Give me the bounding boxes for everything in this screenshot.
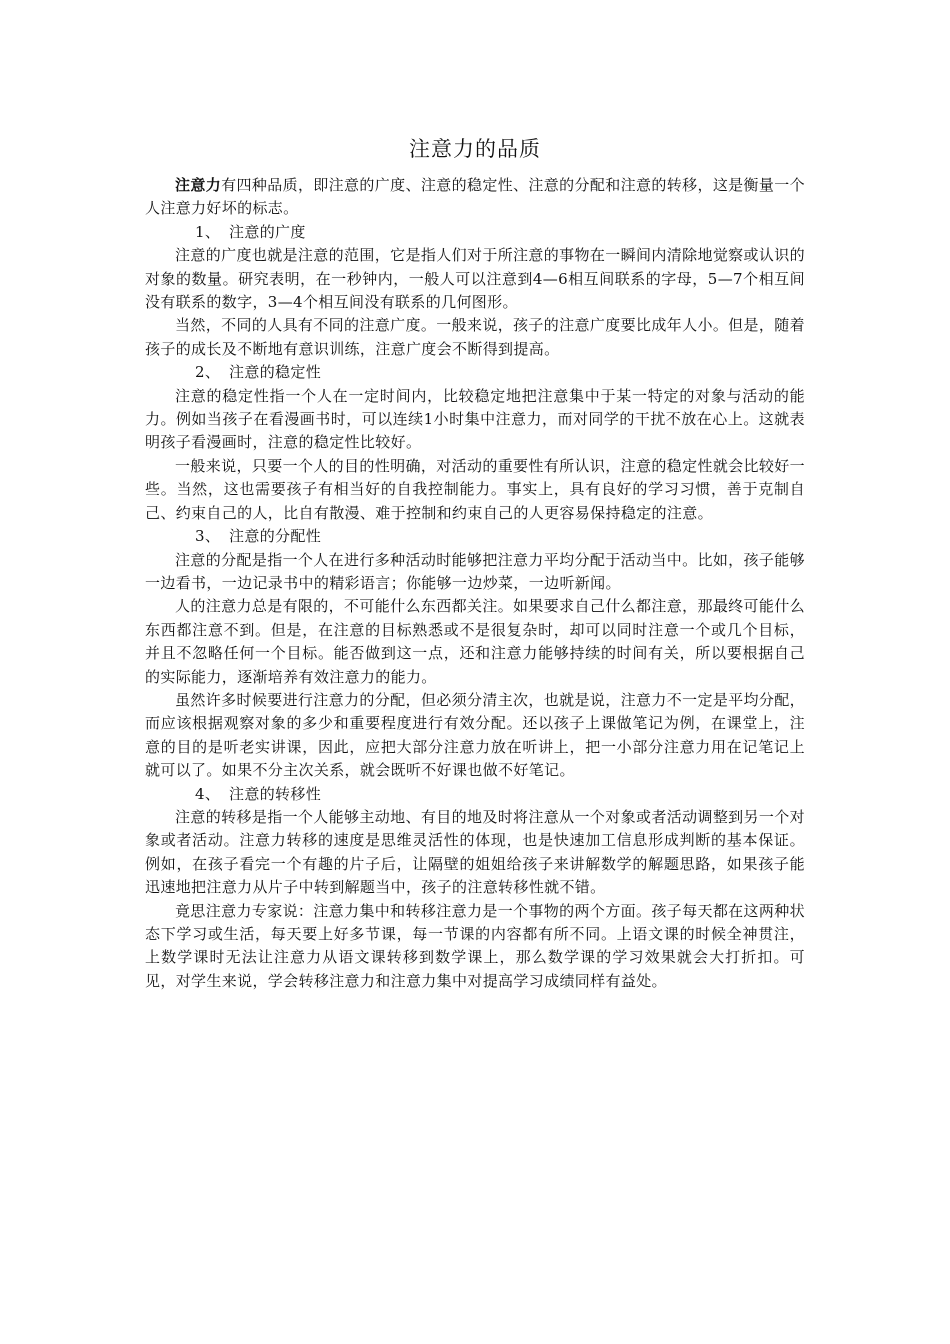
body-paragraph: 竟思注意力专家说：注意力集中和转移注意力是一个事物的两个方面。孩子每天都在这两种状态下学习或生活，每天要上好多节课，每一节课的内容都有所不同。上语文课的时候全神贯注，上数学课时无法让注意力从语文课转移到数学课上，那么数学课的学习效果就会大打折扣。可见，对学生来说，学会转移注意力和注意力集中对提高学习成绩同样有益处。: [145, 901, 805, 990]
intro-paragraph: [145, 174, 805, 221]
body-paragraph: 注意的稳定性指一个人在一定时间内，比较稳定地把注意集中于某一特定的对象与活动的能力。例如当孩子在看漫画书时，可以连续1小时集中注意力，而对同学的干扰不放在心上。这就表明孩子看漫画时，注意的稳定性比较好。: [145, 386, 805, 452]
body-paragraph: 人的注意力总是有限的，不可能什么东西都关注。如果要求自己什么都注意，那最终可能什么东西都注意不到。但是，在注意的目标熟悉或不是很复杂时，却可以同时注意一个或几个目标，并且不忽略任何一个目标。能否做到这一点，还和注意力能够持续的时间有关，所以要根据自己的实际能力，逐渐培养有效注意力的能力。: [145, 597, 805, 686]
section-heading-text: 注意的广度: [229, 222, 306, 241]
section-number: 1、: [195, 222, 221, 241]
section-heading-text: 注意的分配性: [229, 527, 322, 546]
section-heading-text: 注意的稳定性: [229, 363, 322, 382]
section-heading: [145, 525, 805, 548]
section-heading: [145, 783, 805, 806]
section-heading-text: 注意的转移性: [229, 784, 322, 803]
document-page: [145, 134, 805, 993]
section-number: 2、: [195, 363, 221, 382]
body-paragraph: 当然，不同的人具有不同的注意广度。一般来说，孩子的注意广度要比成年人小。但是，随着孩子的成长及不断地有意识训练，注意广度会不断得到提高。: [145, 316, 805, 358]
body-paragraph: 注意的转移是指一个人能够主动地、有目的地及时将注意从一个对象或者活动调整到另一个对象或者活动。注意力转移的速度是思维灵活性的体现，也是快速加工信息形成判断的基本保证。例如，在孩子看完一个有趣的片子后，让隔壁的姐姐给孩子来讲解数学的解题思路，如果孩子能迅速地把注意力从片子中转到解题当中，孩子的注意转移性就不错。: [145, 807, 805, 897]
intro-text: 有四种品质，即注意的广度、注意的稳定性、注意的分配和注意的转移，这是衡量一个人注意力好坏的标志。: [145, 176, 805, 218]
section-heading: [145, 361, 805, 384]
body-paragraph: 注意的广度也就是注意的范围，它是指人们对于所注意的事物在一瞬间内清除地觉察或认识的对象的数量。研究表明，在一秒钟内，一般人可以注意到4—6相互间联系的字母，5—7个相互间没有联系的数字，3—4个相互间没有联系的几何图形。: [145, 246, 805, 312]
intro-keyword: 注意力: [175, 176, 222, 194]
section-number: 3、: [195, 527, 221, 546]
section-number: 4、: [195, 784, 221, 803]
section-heading: [145, 221, 805, 244]
document-title: 注意力的品质: [409, 137, 541, 161]
body-paragraph: 虽然许多时候要进行注意力的分配，但必须分清主次，也就是说，注意力不一定是平均分配，而应该根据观察对象的多少和重要程度进行有效分配。还以孩子上课做笔记为例，在课堂上，注意的目的是听老实讲课，因此，应把大部分注意力放在听讲上，把一小部分注意力用在记笔记上就可以了。如果不分主次关系，就会既听不好课也做不好笔记。: [145, 690, 805, 780]
body-paragraph: 注意的分配是指一个人在进行多种活动时能够把注意力平均分配于活动当中。比如，孩子能够一边看书，一边记录书中的精彩语言；你能够一边炒菜，一边听新闻。: [145, 550, 805, 592]
body-paragraph: 一般来说，只要一个人的目的性明确，对活动的重要性有所认识，注意的稳定性就会比较好一些。当然，这也需要孩子有相当好的自我控制能力。事实上，具有良好的学习习惯，善于克制自己、约束自己的人，比自有散漫、难于控制和约束自己的人更容易保持稳定的注意。: [145, 456, 805, 522]
